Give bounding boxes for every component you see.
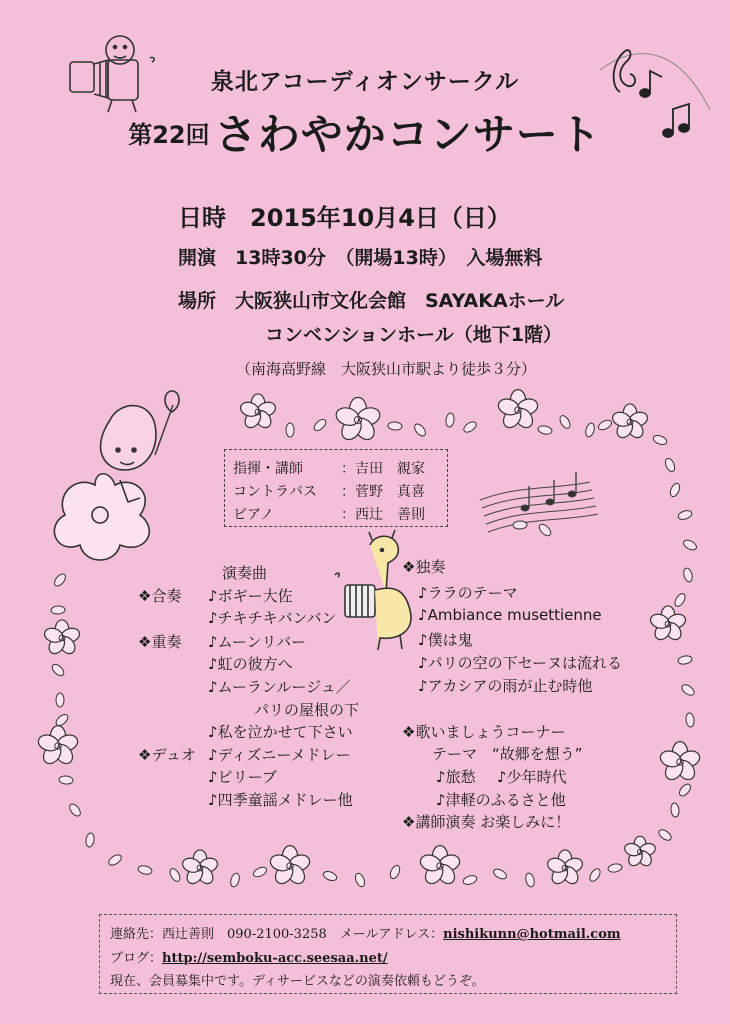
- petal-icon: [677, 509, 693, 521]
- petal-icon: [59, 775, 74, 784]
- petal-icon: [462, 874, 478, 886]
- sing-theme: テーマ “故郷を想う”: [432, 745, 583, 763]
- petal-icon: [677, 782, 692, 798]
- song-item: ♪ビリーブ: [208, 768, 277, 786]
- petal-icon: [52, 572, 67, 588]
- petal-icon: [388, 422, 403, 431]
- performers-box: [224, 449, 448, 527]
- petal-icon: [51, 606, 65, 615]
- petal-icon: [652, 434, 668, 446]
- petal-icon: [524, 872, 535, 888]
- section-label-duo: ❖デュオ: [138, 746, 196, 764]
- song-item: ♪旅愁: [436, 768, 476, 786]
- petal-icon: [54, 712, 70, 727]
- blog-link[interactable]: http://semboku-acc.seesaa.net/: [162, 951, 388, 966]
- song-item: ♪四季童謡メドレー他: [208, 791, 353, 809]
- petal-icon: [50, 662, 66, 677]
- petal-icon: [312, 417, 328, 432]
- blog-label: ブログ：: [110, 951, 163, 966]
- petal-icon: [597, 418, 613, 431]
- performer-row: [233, 504, 425, 524]
- performer-name: ：吉田 親家: [341, 461, 425, 477]
- performer-name: ：西辻 善則: [341, 507, 425, 523]
- petal-icon: [412, 422, 427, 438]
- contact-label: 連絡先：西辻善則 090-2100-3258 メールアドレス：: [110, 927, 444, 942]
- petal-icon: [85, 832, 95, 847]
- teacher-performance: ❖講師演奏 お楽しみに！: [402, 813, 571, 831]
- petal-icon: [537, 522, 553, 538]
- petal-icon: [685, 713, 695, 728]
- petal-icon: [462, 420, 478, 435]
- song-item: ♪津軽のふるさと他: [436, 791, 566, 809]
- song-item: ♪ムーランルージュ／: [208, 678, 351, 696]
- performer-row: [233, 458, 425, 478]
- song-item: ♪僕は鬼: [418, 631, 473, 649]
- song-item: パリの屋根の下: [254, 701, 360, 719]
- petal-icon: [673, 592, 687, 608]
- song-item: ♪ララのテーマ: [418, 584, 518, 602]
- petal-icon: [607, 863, 622, 873]
- petal-icon: [492, 867, 508, 881]
- access-note: （南海高野線 大阪狭山市駅より徒歩３分）: [236, 360, 537, 378]
- petal-icon: [558, 414, 572, 430]
- performer-role: 指揮・講師: [233, 461, 303, 477]
- song-item: ♪チキチキバンバン: [208, 609, 337, 627]
- petal-icon: [682, 567, 693, 583]
- concert-title: さわやかコンサート: [214, 110, 602, 159]
- song-item: ♪アカシアの雨が止む時他: [418, 677, 593, 695]
- petal-icon: [677, 655, 692, 666]
- petal-icon: [229, 872, 241, 888]
- email-link[interactable]: nishikunn@hotmail.com: [443, 927, 621, 942]
- petal-icon: [668, 482, 681, 498]
- petal-icon: [445, 413, 455, 428]
- solo-heading: ❖独奏: [402, 558, 446, 576]
- petal-icon: [168, 867, 182, 883]
- performer-row: [233, 481, 425, 501]
- song-item: ♪パリの空の下セーヌは流れる: [418, 654, 622, 672]
- edition-label: 第22回: [128, 121, 210, 149]
- performer-role: コントラバス: [233, 484, 317, 500]
- program-heading: 演奏曲: [222, 564, 268, 582]
- event-date: 日時 2015年10月4日（日）: [178, 204, 511, 232]
- concert-title-block: [0, 102, 730, 162]
- petal-icon: [107, 853, 123, 867]
- event-hall: コンベンションホール（地下1階）: [265, 324, 562, 346]
- petal-icon: [513, 521, 527, 529]
- blog-line: [110, 947, 388, 966]
- petal-icon: [657, 828, 673, 843]
- petal-icon: [682, 538, 698, 552]
- section-label-multi: ❖重奏: [138, 633, 182, 651]
- petal-icon: [670, 803, 679, 818]
- contact-box: [99, 914, 677, 994]
- petal-icon: [354, 872, 367, 888]
- petal-icon: [588, 867, 602, 883]
- event-venue: 場所 大阪狭山市文化会館 SAYAKAホール: [178, 290, 565, 312]
- petal-icon: [252, 865, 268, 878]
- petal-icon: [286, 423, 294, 437]
- song-item: ♪Ambiance musettienne: [418, 606, 602, 624]
- performer-role: ピアノ: [233, 507, 274, 523]
- song-item: ♪私を泣かせて下さい: [208, 723, 353, 741]
- petal-icon: [137, 865, 152, 876]
- song-item: ♪ムーンリバー: [208, 633, 307, 651]
- petal-icon: [537, 425, 552, 436]
- section-label-ensemble: ❖合奏: [138, 587, 182, 605]
- sing-along-heading: ❖歌いましょうコーナー: [402, 723, 566, 741]
- song-item: ♪虹の彼方へ: [208, 655, 293, 673]
- petal-icon: [388, 864, 401, 880]
- contact-line: [110, 923, 621, 942]
- petal-icon: [56, 693, 64, 707]
- event-time: 開演 13時30分 （開場13時） 入場無料: [178, 247, 543, 269]
- circle-name: 泉北アコーディオンサークル: [210, 69, 520, 95]
- performer-name: ：菅野 真喜: [341, 484, 425, 500]
- recruit-line: 現在、会員募集中です。ディサービスなどの演奏依頼もどうぞ。: [110, 974, 485, 989]
- song-item: ♪ボギー大佐: [208, 587, 293, 605]
- song-item: ♪少年時代: [497, 768, 567, 786]
- petal-icon: [584, 422, 596, 438]
- petal-icon: [664, 457, 677, 473]
- petal-icon: [322, 870, 338, 882]
- petal-icon: [68, 802, 83, 818]
- petal-icon: [680, 683, 696, 698]
- song-item: ♪ディズニーメドレー: [208, 746, 351, 764]
